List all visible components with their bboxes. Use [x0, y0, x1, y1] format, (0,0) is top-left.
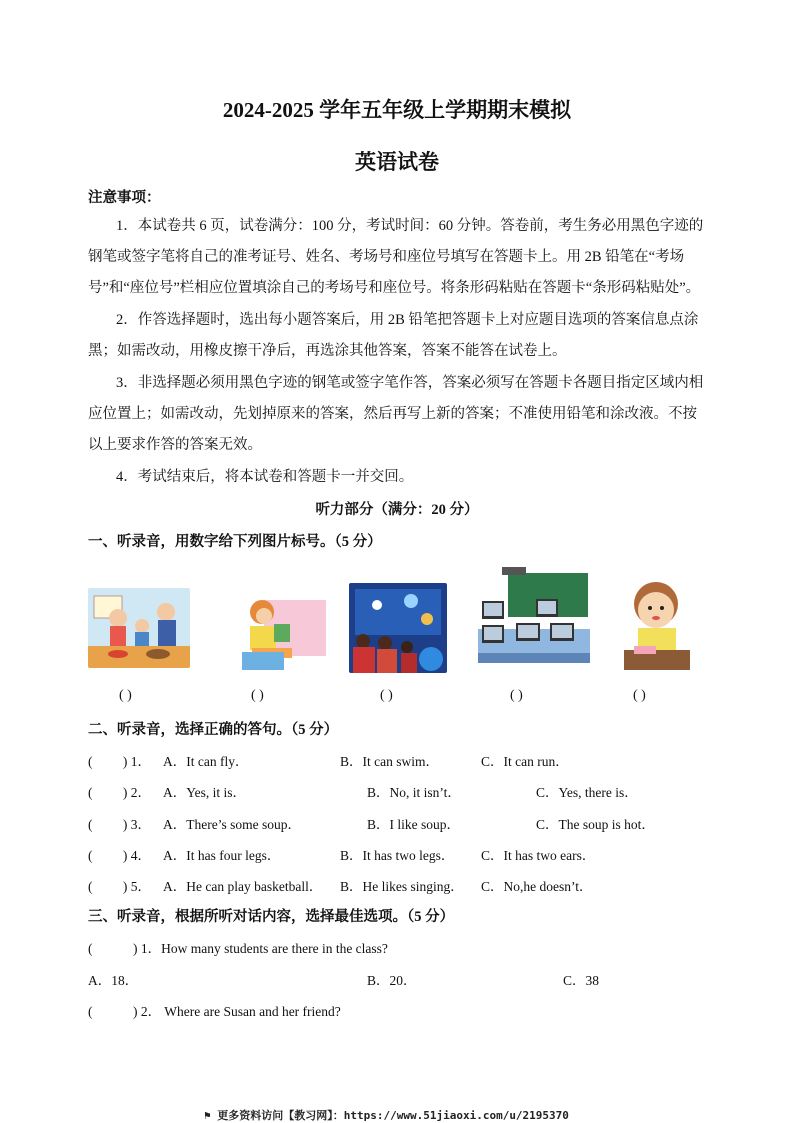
notice-item-1: 1．本试卷共 6 页，试卷满分：100 分，考试时间：60 分钟。答卷前，考生务必用黑色字迹的钢笔或签字笔将自己的准考证号、姓名、考场号和座位号填写在答题卡上。用 2B 铅笔在“考场号”和“座位号”栏相应位置填涂自己的考场号和座位号。将条形码粘贴在答题卡“条形码粘贴处”。 — [88, 218, 704, 296]
footer — [204, 1107, 569, 1123]
option-c: C．It can run． — [481, 754, 569, 769]
footer-link[interactable]: 更多资料访问【教习网】：https://www.51jiaoxi.com/u/2195370 — [217, 1109, 569, 1122]
question-number: ( ) 3． — [88, 817, 151, 832]
notice-item-4: 4．考试结束后，将本试卷和答题卡一并交回。 — [116, 469, 414, 485]
picture-answer-blank[interactable]: ( ) — [251, 688, 264, 703]
question-number: ( ) 5． — [88, 879, 151, 894]
option-b: B．He likes singing． — [340, 879, 464, 894]
option-c: C．Yes, there is． — [536, 785, 638, 800]
part2-heading: 二、听录音，选择正确的答句。（5 分） — [88, 722, 339, 738]
listening-title: 听力部分（满分：20 分） — [315, 502, 479, 518]
notice-heading: 注意事项： — [88, 190, 161, 206]
option-c: C．The soup is hot． — [536, 817, 655, 832]
picture-answer-blank[interactable]: ( ) — [380, 688, 393, 703]
option-c: C．It has two ears． — [481, 848, 596, 863]
option-a: A．It can fly． — [163, 754, 249, 769]
question-number: ( ) 1． — [88, 754, 151, 769]
planetarium-image — [349, 583, 447, 673]
page-title: 2024-2025 学年五年级上学期期末模拟 — [222, 98, 572, 122]
option-b: B．No, it isn’t． — [367, 785, 461, 800]
family-dinner-image — [88, 588, 190, 668]
picture-answer-blank[interactable]: ( ) — [633, 688, 646, 703]
picture-answer-blank[interactable]: ( ) — [510, 688, 523, 703]
question-2: ( ) 2． Where are Susan and her friend? — [88, 1004, 341, 1019]
computer-room-image — [474, 565, 592, 672]
question-number: ( ) 4． — [88, 848, 151, 863]
notice-item-3: 3．非选择题必须用黑色字迹的钢笔或签字笔作答，答案必须写在答题卡各题目指定区域内相应位置上；如需改动，先划掉原来的答案，然后再写上新的答案；不准使用铅笔和涂改液。不按以上要求作答的答案无效。 — [88, 375, 704, 453]
option-c: C．No,he doesn’t． — [481, 879, 593, 894]
woman-reading-image — [228, 596, 326, 672]
thinking-boy-image — [620, 574, 692, 672]
option-a: A．There’s some soup． — [163, 817, 301, 832]
page-subtitle: 英语试卷 — [355, 150, 439, 174]
option-b: B．I like soup． — [367, 817, 460, 832]
picture-answer-blank[interactable]: ( ) — [119, 688, 132, 703]
option-a: A．18． — [88, 973, 139, 988]
question-1: ( ) 1．How many students are there in the class? — [88, 941, 388, 956]
option-b: B．It can swim． — [340, 754, 439, 769]
option-c: C．38 — [563, 973, 600, 988]
option-a: A．Yes, it is． — [163, 785, 247, 800]
option-a: A．It has four legs． — [163, 848, 281, 863]
question-number: ( ) 2． — [88, 785, 151, 800]
flag-icon: ⚑ — [204, 1109, 211, 1122]
option-a: A．He can play basketball． — [163, 879, 323, 894]
part3-heading: 三、听录音，根据所听对话内容，选择最佳选项。（5 分） — [88, 909, 455, 925]
notice-item-2: 2．作答选择题时，选出每小题答案后，用 2B 铅笔把答题卡上对应题目选项的答案信息点涂黑；如需改动，用橡皮擦干净后，再选涂其他答案，答案不能答在试卷上。 — [88, 312, 699, 359]
part1-heading: 一、听录音，用数字给下列图片标号。（5 分） — [88, 534, 382, 550]
option-b: B．It has two legs． — [340, 848, 455, 863]
option-b: B．20． — [367, 973, 417, 988]
